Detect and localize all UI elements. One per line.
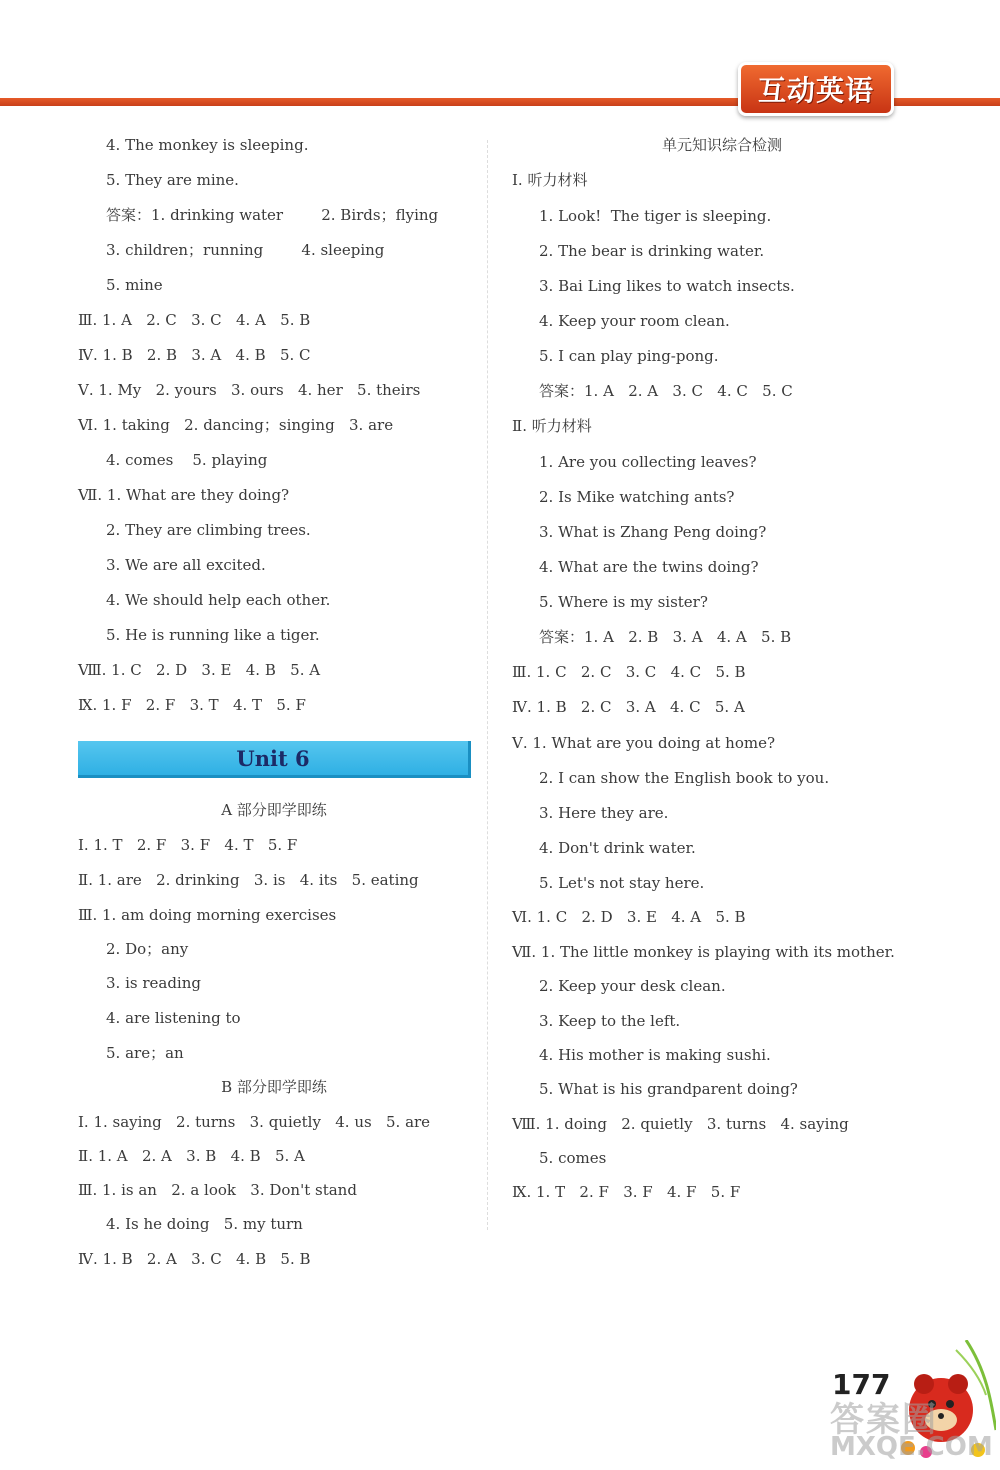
answer-line: Ⅳ. 1. B 2. B 3. A 4. B 5. C	[78, 346, 311, 364]
answer-line: 答案：1. drinking water 2. Birds；flying	[106, 206, 439, 224]
answer-line: 5. I can play ping-pong.	[539, 347, 719, 365]
answer-line: Ⅵ. 1. C 2. D 3. E 4. A 5. B	[512, 908, 746, 926]
page-number: 177	[832, 1368, 891, 1401]
answer-line: 2. Do；any	[106, 940, 189, 958]
answer-line: 3. children；running 4. sleeping	[106, 241, 385, 259]
answer-line: Ⅳ. 1. B 2. A 3. C 4. B 5. B	[78, 1250, 311, 1268]
watermark-url: MXQE.COM	[830, 1432, 993, 1462]
answer-line: 5. They are mine.	[106, 171, 239, 189]
answer-line: Ⅲ. 1. C 2. C 3. C 4. C 5. B	[512, 663, 746, 681]
answer-line: 1. Are you collecting leaves?	[539, 453, 757, 471]
answer-line: 3. Here they are.	[539, 804, 669, 822]
answer-line: 4. comes 5. playing	[106, 451, 268, 469]
answer-line: 4. We should help each other.	[106, 591, 331, 609]
answer-line: 4. are listening to	[106, 1009, 241, 1027]
unit-banner	[78, 741, 471, 778]
answer-line: Ⅷ. 1. C 2. D 3. E 4. B 5. A	[78, 661, 321, 679]
answer-line: Ⅱ. 听力材料	[512, 417, 592, 435]
answer-line: 2. Is Mike watching ants?	[539, 488, 735, 506]
answer-line: Ⅲ. 1. is an 2. a look 3. Don't stand	[78, 1181, 357, 1199]
answer-line: 4. Is he doing 5. my turn	[106, 1215, 303, 1233]
answer-line: Ⅸ. 1. F 2. F 3. T 4. T 5. F	[78, 696, 306, 714]
answer-line: 2. They are climbing trees.	[106, 521, 311, 539]
answer-line: Ⅰ. 听力材料	[512, 171, 588, 189]
answer-line: Ⅴ. 1. What are you doing at home?	[512, 734, 775, 752]
answer-line: 3. What is Zhang Peng doing?	[539, 523, 767, 541]
section-b-title: B 部分即学即练	[221, 1078, 327, 1096]
answer-line: 1. Look! The tiger is sleeping.	[539, 207, 772, 225]
answer-line: 答案：1. A 2. B 3. A 4. A 5. B	[539, 628, 792, 646]
answer-line: 3. Bai Ling likes to watch insects.	[539, 277, 795, 295]
answer-line: Ⅲ. 1. A 2. C 3. C 4. A 5. B	[78, 311, 311, 329]
answer-line: Ⅶ. 1. The little monkey is playing with its mother.	[512, 943, 895, 961]
answer-line: 4. Keep your room clean.	[539, 312, 730, 330]
answer-line: 5. Where is my sister?	[539, 593, 708, 611]
answer-line: 2. I can show the English book to you.	[539, 769, 830, 787]
answer-line: 4. What are the twins doing?	[539, 558, 759, 576]
answer-line: 5. mine	[106, 276, 163, 294]
answer-line: 4. Don't drink water.	[539, 839, 696, 857]
answer-line: 5. comes	[539, 1149, 607, 1167]
watermark: 答案圈	[830, 1400, 938, 1440]
answer-line: Ⅰ. 1. saying 2. turns 3. quietly 4. us 5. are	[78, 1113, 431, 1131]
answer-line: 3. is reading	[106, 974, 201, 992]
answer-line: 答案：1. A 2. A 3. C 4. C 5. C	[539, 382, 793, 400]
answer-line: 4. His mother is making sushi.	[539, 1046, 771, 1064]
answer-line: 5. He is running like a tiger.	[106, 626, 320, 644]
answer-line: 3. Keep to the left.	[539, 1012, 681, 1030]
answer-line: 5. Let's not stay here.	[539, 874, 705, 892]
book-logo: 互动英语	[738, 62, 894, 116]
answer-line: Ⅲ. 1. am doing morning exercises	[78, 906, 337, 924]
answer-line: Ⅸ. 1. T 2. F 3. F 4. F 5. F	[512, 1183, 741, 1201]
answer-line: 5. What is his grandparent doing?	[539, 1080, 798, 1098]
answer-line: Ⅷ. 1. doing 2. quietly 3. turns 4. saying	[512, 1115, 849, 1133]
answer-line: Ⅰ. 1. T 2. F 3. F 4. T 5. F	[78, 836, 298, 854]
answer-line: 3. We are all excited.	[106, 556, 266, 574]
answer-line: Ⅶ. 1. What are they doing?	[78, 486, 290, 504]
column-divider	[487, 140, 488, 1230]
answer-line: Ⅴ. 1. My 2. yours 3. ours 4. her 5. theirs	[78, 381, 421, 399]
right-title: 单元知识综合检测	[661, 136, 782, 154]
answer-line: 2. The bear is drinking water.	[539, 242, 765, 260]
answer-line: 5. are；an	[106, 1044, 184, 1062]
unit-title: Unit 6	[236, 745, 310, 771]
answer-line: 4. The monkey is sleeping.	[106, 136, 309, 154]
answer-line: Ⅳ. 1. B 2. C 3. A 4. C 5. A	[512, 698, 745, 716]
answer-line: 2. Keep your desk clean.	[539, 977, 726, 995]
answer-line: Ⅱ. 1. A 2. A 3. B 4. B 5. A	[78, 1147, 305, 1165]
answer-line: Ⅱ. 1. are 2. drinking 3. is 4. its 5. eating	[78, 871, 419, 889]
section-a-title: A 部分即学即练	[221, 801, 327, 819]
answer-line: Ⅵ. 1. taking 2. dancing；singing 3. are	[78, 416, 394, 434]
